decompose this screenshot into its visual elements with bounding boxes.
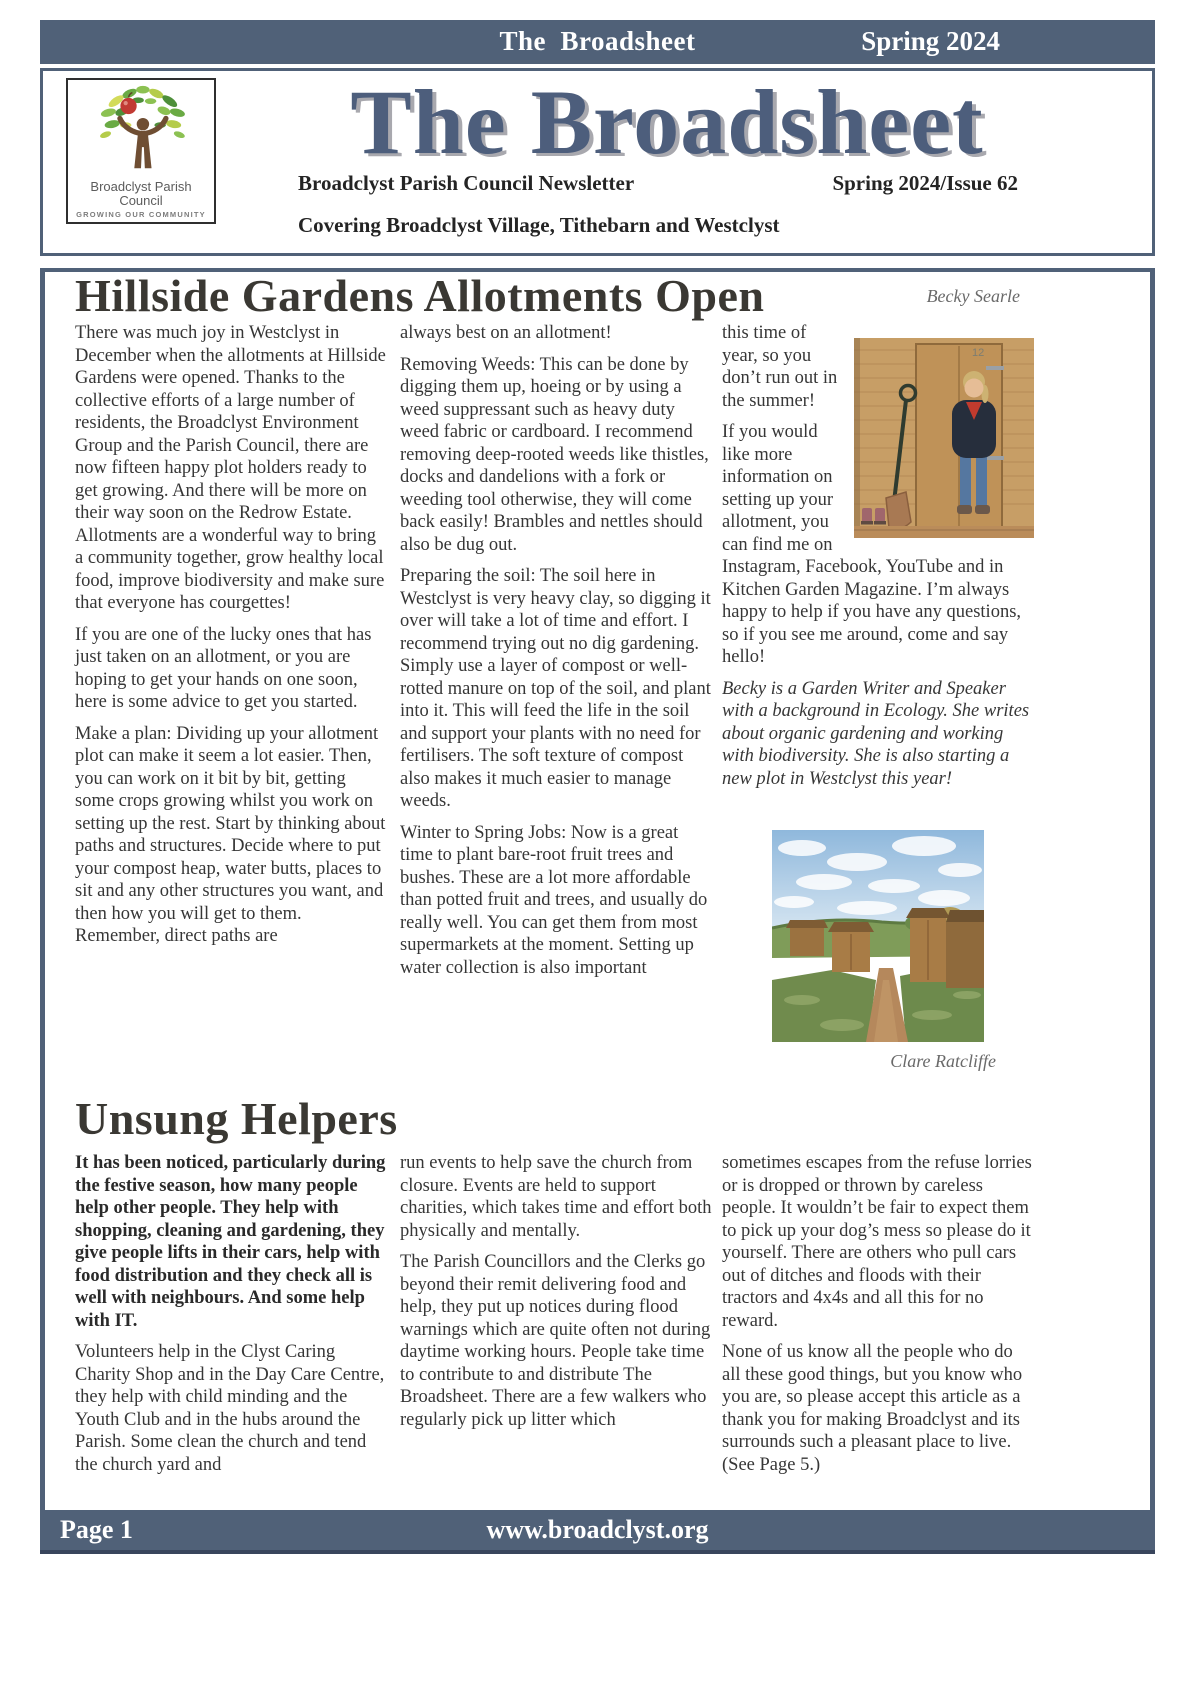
logo-tagline: GROWING OUR COMMUNITY (76, 210, 206, 219)
paragraph: sometimes escapes from the refuse lorries or is dropped or thrown by careless people. It wouldn’t be fair to expect them to pick up your dog’s mess so please do it yourself. There are others who pull cars out of ditches and floods with their tractors and 4x4s and all this for no reward. (722, 1153, 1032, 1331)
intro-paragraph: It has been noticed, particularly during the festive season, how many people help other people. They help with shopping, cleaning and gardening, they give people lifts in their cars, help with food distribution and they check all is well with neighbours. And some help with IT. (75, 1153, 386, 1331)
article2-column1 (75, 1152, 387, 1476)
newsletter-subtitle: Broadclyst Parish Council Newsletter (298, 171, 635, 195)
subhead-row (298, 171, 1018, 196)
article1-column3 (722, 322, 1034, 1073)
article1-column2 (400, 322, 712, 979)
paragraph: The Parish Councillors and the Clerks go beyond their remit delivering food and help, they put up notices during flood warnings which are quite often not during daytime working hours. People take time to contribute to and distribute The Broadsheet. There are a few walkers who regularly pick up litter which (400, 1252, 711, 1430)
newsletter-masthead: The Broadsheet (350, 71, 984, 173)
coverage-line: Covering Broadclyst Village, Tithebarn and Westclyst (298, 213, 780, 237)
photo-caption: Clare Ratcliffe (890, 1051, 996, 1071)
tree-logo-icon (93, 82, 189, 174)
article2-column3 (722, 1152, 1034, 1476)
paragraph: Make a plan: Dividing up your allotment plot can make it seem a lot easier. Then, you can work on it bit by bit, getting some crops growing whilst you work on setting up the rest. Start by thinking about paths and structures. Decide where to put your compost heap, water butts, places to sit and any other structures you want, and then how you will get to them. Remember, direct paths are (75, 723, 386, 946)
article2-column2 (400, 1152, 712, 1431)
article1-column1 (75, 322, 387, 948)
author-bio: Becky is a Garden Writer and Speaker with a background in Ecology. She writes about organic gardening and working with biodiversity. She is also starting a new plot in Westclyst this year! (722, 678, 1030, 789)
paragraph: run events to help save the church from closure. Events are held to support charities, which takes time and effort both physically and mentally. (400, 1153, 712, 1241)
website-link[interactable]: www.broadclyst.org (486, 1515, 709, 1544)
article1-byline: Becky Searle (926, 286, 1020, 306)
page-number: Page 1 (60, 1515, 133, 1544)
masthead-box (40, 68, 1155, 256)
banner-title: The Broadsheet (499, 26, 696, 56)
council-logo (66, 78, 216, 224)
article2-title: Unsung Helpers (75, 1093, 398, 1144)
paragraph: this time of year, so you don’t run out in the summer! (722, 323, 838, 411)
page-body (40, 268, 1155, 1510)
paragraph: There was much joy in Westclyst in December when the allotments at Hillside Gardens were opened. Thanks to the collective efforts of a large number of residents, the Broadclyst Environment Group and the Parish Council, there are now fifteen happy plot holders ready to get growing. And there will be more on their way soon on the Redrow Estate. Allotments are a wonderful way to bring a community together, grow healthy local food, improve biodiversity and make sure that everyone has courgettes! (75, 323, 386, 613)
allotment-site-photo (772, 830, 984, 1042)
footer-bar (40, 1510, 1155, 1554)
top-banner-bar (40, 20, 1155, 64)
paragraph: If you are one of the lucky ones that has just taken on an allotment, or you are hoping to get your hands on one soon, here is some advice to get you started. (75, 624, 372, 712)
logo-name: Broadclyst Parish Council (90, 179, 192, 208)
paragraph: always best on an allotment! (400, 323, 612, 343)
paragraph: Preparing the soil: The soil here in Westclyst is very heavy clay, so digging it over will take a lot of time and effort. I recommend trying out no dig gardening. Simply use a layer of compost or well-rotted manure on top of the soil, and plant into it. This will feed the life in the soil and support your plants with no need for fertilisers. The soft texture of compost also makes it much easier to manage weeds. (400, 566, 711, 811)
paragraph: Volunteers help in the Clyst Caring Charity Shop and in the Day Care Centre, they help with child minding and the Youth Club and in the hubs around the Parish. Some clean the church and tend the church yard and (75, 1342, 385, 1475)
becky-shed-photo (854, 338, 1034, 538)
paragraph: Removing Weeds: This can be done by digging them up, hoeing or by using a weed suppressant such as heavy duty weed fabric or cardboard. I recommend removing deep-rooted weeds like thistles, docks and dandelions with a fork or weeding tool otherwise, they will come back easily! Brambles and nettles should also be dug out. (400, 354, 709, 555)
article1-title: Hillside Gardens Allotments Open (75, 270, 765, 321)
banner-season: Spring 2024 (861, 26, 1000, 56)
paragraph: None of us know all the people who do all these good things, but you know who you are, so please accept this article as a thank you for making Broadclyst and its surrounds such a pleasant place to live. (See Page 5.) (722, 1342, 1023, 1475)
svg-text:12: 12 (972, 347, 985, 359)
paragraph: If you would like more information on setting up your allotment, you can find me on Instagram, Facebook, YouTube and in Kitchen Garden Magazine. I’m always happy to help if you have any questions, so if you see me around, come and say hello! (722, 422, 1022, 667)
paragraph: Winter to Spring Jobs: Now is a great time to plant bare-root fruit trees and bushes. These are a lot more affordable than potted fruit and trees, and usually do really well. You can get them from most supermarkets at the moment. Setting up water collection is also important (400, 822, 708, 978)
issue-number: Spring 2024/Issue 62 (832, 171, 1018, 195)
